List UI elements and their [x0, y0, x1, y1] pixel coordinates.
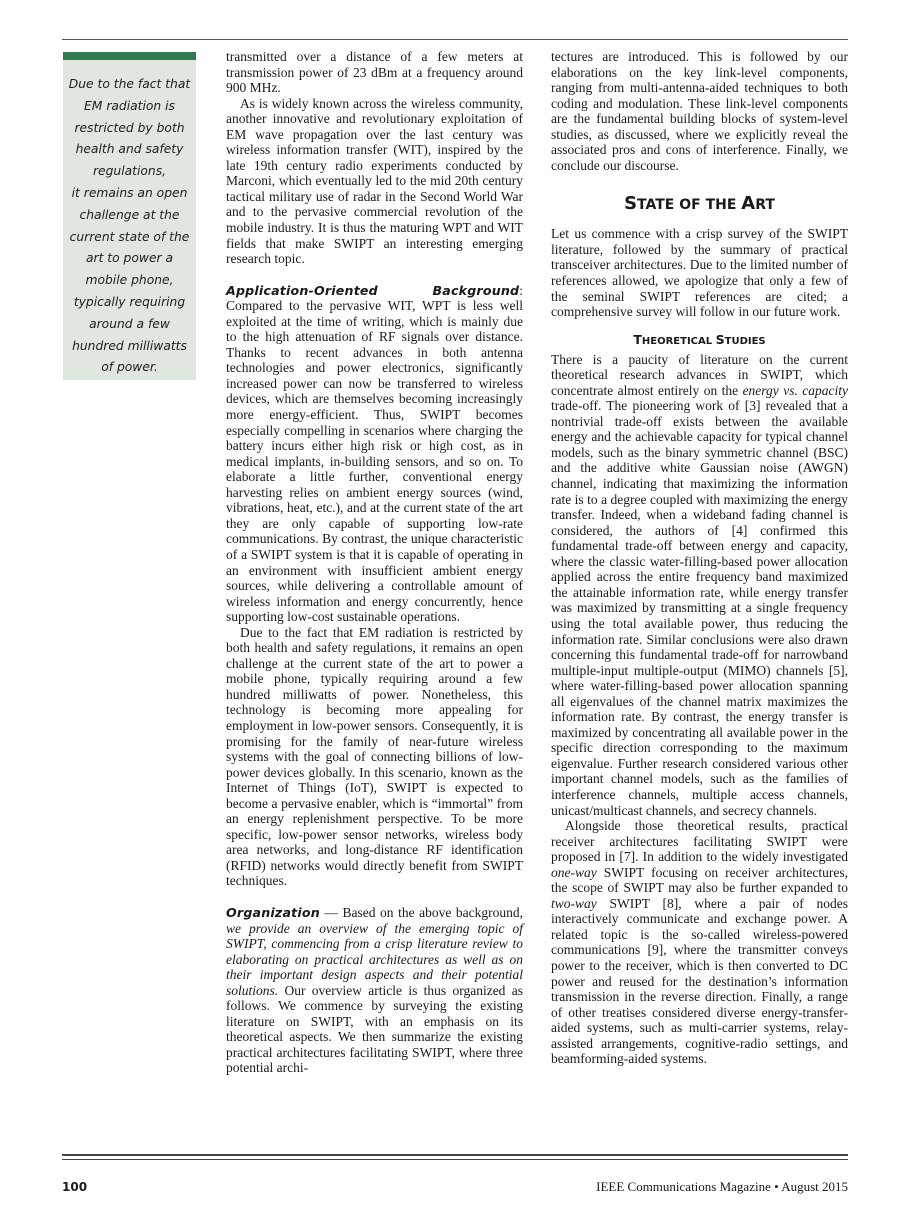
paragraph: Due to the fact that EM radiation is restricted by both health and safety regulations, it remains an open challenge at the current state of the art to power a mobile phone, typically requiring around a few hundred milliwatts of power. Nonetheless, this technology is becoming more appealing for employment in low-power sensors. Consequently, it is promising for the family of near-future wireless systems with the goal of connecting billions of low-power devices globally. In this scenario, known as the Internet of Things (IoT), SWIPT is expected to become a pervasive enabler, which is “immortal” from an energy replenishment perspective. To be more specific, low-power sensor networks, wireless body area networks, and long-distance RF identification (RFID) networks would directly benefit from SWIPT techniques. [226, 624, 523, 889]
pull-quote-line: art to power a [85, 251, 174, 266]
paragraph-application-background [226, 283, 523, 625]
run-in-heading: Organization [226, 904, 320, 920]
run-in-heading: Application-Oriented Background [226, 282, 520, 298]
pull-quote [63, 52, 196, 380]
paragraph-text: : Compared to the pervasive WIT, WPT is less well exploited at the time of writing, which is mainly due to the high attenuation of RF signals over distance. Thanks to recent advances in both antenna technologies and power electronics, significantly increased power can now be transferred to wireless devices, which are themselves becoming increasingly more energy-efficient. Thus, SWIPT becomes especially compelling in scenarios where charging the battery incurs either high risk or high cost, as in medical implants, in-building sensors, and so on. To elaborate a little further, conventional energy harvesting relies on ambient energy sources (wind, vibrations, heat, etc.), and at the current state of the art they are only capable of supporting low-rate communications. By contrast, the unique characteristic of a SWIPT system is that it is capable of operating in an environment with insufficient ambient energy sources, while delivering a controllable amount of wireless information and energy concurrently, hence supporting low-cost sustainable operations. [226, 282, 523, 625]
journal-footer: IEEE Communications Magazine • August 2015 [596, 1179, 848, 1194]
paragraph-organization [226, 905, 523, 1076]
pull-quote-line: health and safety [75, 142, 184, 157]
pull-quote-line: Due to the fact that [68, 77, 191, 91]
subsection-heading: THEORETICAL STUDIES [633, 331, 766, 347]
paragraph-text: — Based on the above background, [319, 904, 523, 920]
paragraph: Alongside those theoretical results, practical receiver architectures facilitating SWIPT were proposed in [7]. In addition to the widely investigated one-way SWIPT focusing on receiver architectures, the scope of SWIPT may also be further expanded to two-way SWIPT [8], where a pair of nodes interactively communicate and exchange power. A related topic is the so-called wireless-powered communications [9], where the transmitter conveys power to the receiver, which is then converted to DC power and reused for the destination’s information transmission in the reverse direction. Finally, a range of other treatises considered diverse energy-transfer-aided systems, such as multi-carrier systems, relay-assisted arrangements, cognitive-radio settings, and beamforming-aided systems. [551, 818, 848, 1067]
pull-quote-line: current state of the [69, 229, 190, 244]
page-number: 100 [62, 1180, 88, 1194]
paragraph: There is a paucity of literature on the current theoretical research advances in SWIPT, which concentrate almost entirely on the energy vs. capacity trade-off. The pioneering work of [3] revealed that a nontrivial trade-off exists between the available energy and the achievable capacity for typical channel models, such as the binary symmetric channel (BSC) and the additive white Gaussian noise (AWGN) channel, indicating that maximizing the information rate is to a degree coupled with maximizing the energy transfer. Indeed, when a wideband fading channel is considered, the authors of [4] confirmed this fundamental trade-off between energy and capacity, where the classic water-filling-based power allocation applied across the entire frequency band maximized the attainable information rate, while energy transfer was maximized by transmitting at a single frequency using the total available power, thus reducing the information rate. Similar conclusions were also drawn concerning this fundamental trade-off for narrowband multiple-input multiple-output (MIMO) channels [5], where water-filling-based power allocation spanning all eigenvalues of the channel matrix maximizes the information rate. By contrast, the energy transfer is maximized by concentrating all available power in the specific direction corresponding to the maximum eigenvalue. Further research considered various other important channel models, such as the families of interference channels, multiple access channels, unicast/multicast channels, and secrecy channels. [551, 351, 848, 818]
pull-quote-line: hundred milliwatts [72, 338, 187, 353]
text-column-right [551, 49, 848, 1067]
top-rule [62, 39, 848, 40]
paragraph: tectures are introduced. This is followed by our elaborations on the key link-level components, ranging from multi-antenna-aided techniques to both coding and modulation. These link-level components are the fundamental building blocks of system-level studies, as discussed, where we explicitly reveal the associated pros and cons of interference. Finally, we conclude our discourse. [551, 49, 848, 173]
footer-rule [62, 1159, 848, 1160]
paragraph: Let us commence with a crisp survey of the SWIPT literature, followed by the summary of practical transceiver architectures. Due to the limited number of references allowed, we apologize that only a few of the seminal SWIPT references are cited; a comprehensive survey will follow in our future work. [551, 226, 848, 320]
paragraph: transmitted over a distance of a few meters at transmission power of 23 dBm at a frequency around 900 MHz. [226, 49, 523, 96]
pull-quote-line: EM radiation is [84, 98, 175, 113]
pull-quote-line: it remains an open [71, 185, 188, 200]
pull-quote-line: typically requiring [73, 294, 186, 309]
paragraph-text: Our overview article is thus organized as follows. We commence by surveying the existing literature on SWIPT, with an emphasis on its theoretical aspects. We then summarize the existing practical architectures facilitating SWIPT, where three potential archi- [226, 982, 523, 1076]
paragraph: As is widely known across the wireless community, another innovative and revolutionary exploitation of EM wave propagation over the last century was wireless information transfer (WIT), inspired by the late 19th century radio experiments conducted by Marconi, which eventually led to the mid 20th century tactical military use of radar in the Second World War and to the pervasive commercial revolution of the mobile industry. It is thus the maturing WPT and WIT fields that make SWIPT an interesting emerging research topic. [226, 95, 523, 267]
footer-rule [62, 1154, 848, 1156]
text-column-left [226, 49, 523, 1076]
pull-quote-line: regulations, [92, 164, 167, 179]
pull-quote-line: around a few [89, 316, 170, 331]
emphasis-text: we provide an overview of the emerging topic of SWIPT, commencing from a crisp literature review to elaborating on practical architectures as well as on their important design aspects and their potential solutions. [226, 920, 523, 998]
pull-quote-line: mobile phone, [85, 273, 174, 288]
pull-quote-line: challenge at the [79, 207, 180, 222]
section-heading: STATE OF THE ART [624, 193, 775, 215]
pull-quote-line: of power. [101, 360, 158, 375]
pull-quote-line: restricted by both [74, 120, 185, 135]
